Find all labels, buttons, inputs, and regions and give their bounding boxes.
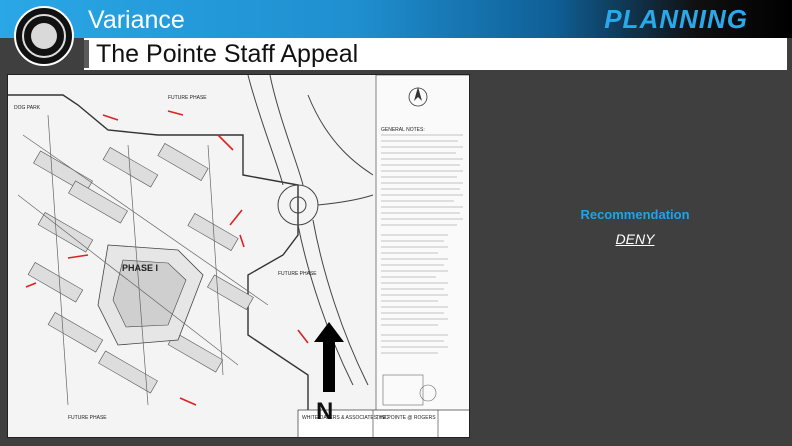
label-future-phase-top: FUTURE PHASE [168, 95, 207, 101]
label-firm: WHITE-DATERS & ASSOCIATES, INC. [302, 415, 390, 421]
label-dog-park: DOG PARK [14, 105, 41, 111]
city-seal-logo [14, 6, 74, 66]
recommendation-label: Recommendation [580, 207, 690, 222]
subtitle-accent [84, 40, 89, 68]
label-general-notes: GENERAL NOTES: [381, 127, 425, 133]
label-phase-i: PHASE I [122, 263, 159, 273]
label-future-phase-bottom: FUTURE PHASE [68, 415, 107, 421]
page-title: Variance [88, 6, 185, 34]
north-label: N [316, 398, 334, 425]
label-project-name: THE POINTE @ ROGERS [376, 415, 436, 421]
site-plan-image [7, 74, 470, 438]
section-label: PLANNING [604, 4, 748, 34]
label-future-phase-mid: FUTURE PHASE [278, 271, 317, 277]
recommendation-value: DENY [615, 231, 655, 247]
north-arrow-icon [314, 322, 344, 392]
page-subtitle: The Pointe Staff Appeal [96, 40, 359, 68]
seal-emblem [31, 23, 57, 49]
